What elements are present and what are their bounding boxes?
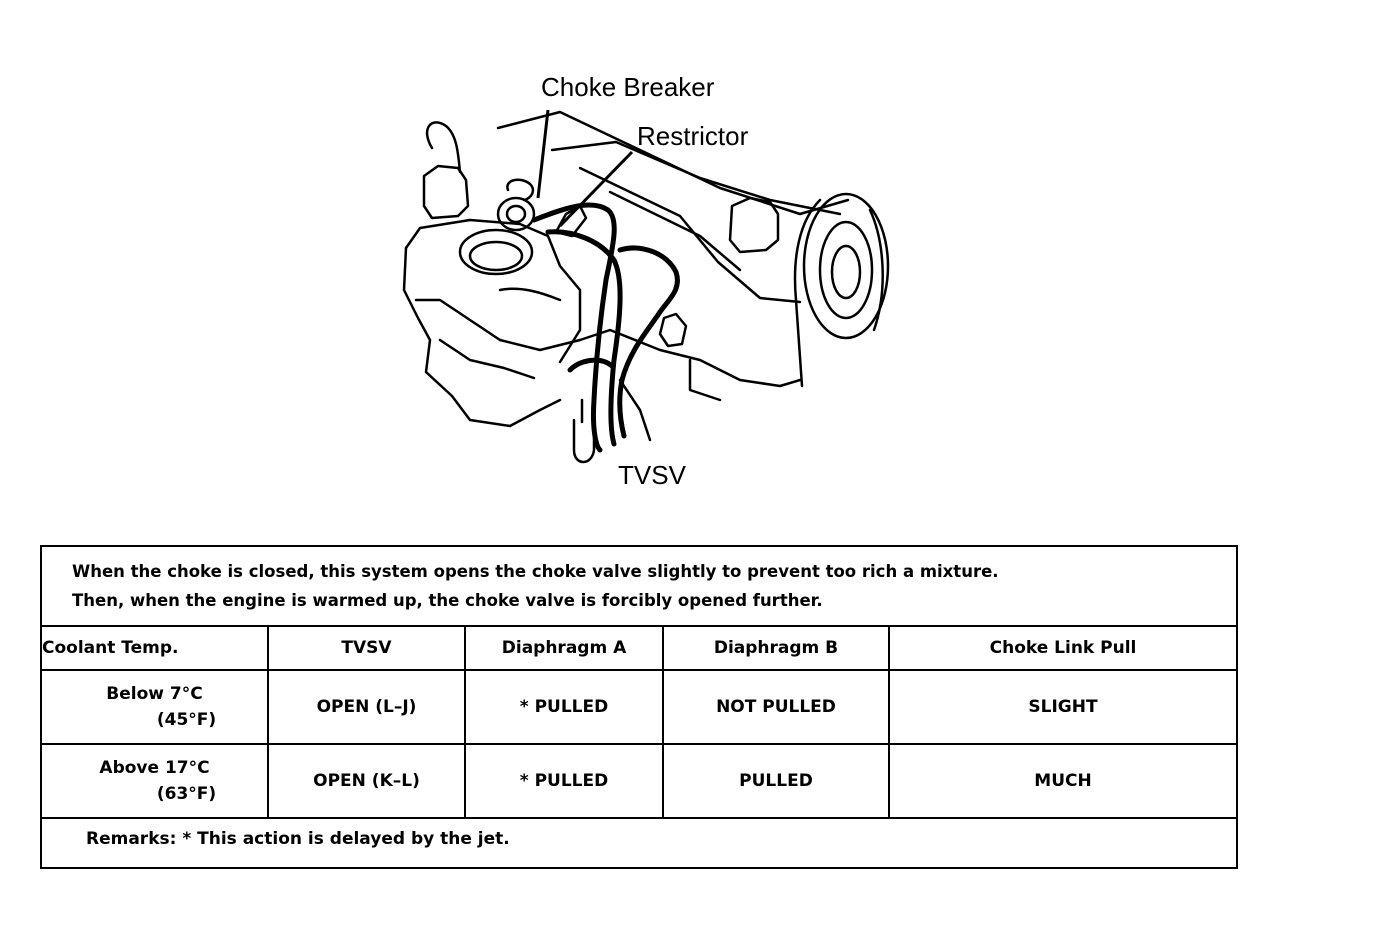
choke-breaker-leader xyxy=(538,110,548,198)
cell-diaphragm-b: PULLED xyxy=(663,744,889,818)
cell-choke-link-pull: SLIGHT xyxy=(889,670,1236,744)
intro-text xyxy=(72,557,999,615)
cell-choke-link-pull: MUCH xyxy=(889,744,1236,818)
header-tvsv: TVSV xyxy=(268,626,465,670)
cell-diaphragm-b: NOT PULLED xyxy=(663,670,889,744)
hose-1 xyxy=(534,205,614,450)
cell-diaphragm-a: * PULLED xyxy=(465,670,663,744)
header-diaphragm-b: Diaphragm B xyxy=(663,626,889,670)
left-cap xyxy=(424,166,468,218)
cell-tvsv: OPEN (L–J) xyxy=(268,670,465,744)
temp-celsius: Below 7°C xyxy=(106,684,203,704)
spec-table xyxy=(42,625,1236,819)
cell-coolant-temp xyxy=(42,744,268,818)
header-diaphragm-a: Diaphragm A xyxy=(465,626,663,670)
table-row xyxy=(42,670,1236,744)
tvsv-valve xyxy=(574,420,594,462)
hose-3 xyxy=(620,248,678,436)
temp-celsius: Above 17°C xyxy=(99,758,210,778)
table-header-row xyxy=(42,626,1236,670)
header-choke-link-pull: Choke Link Pull xyxy=(889,626,1236,670)
choke-breaker-diaphragm xyxy=(498,198,534,230)
cell-tvsv: OPEN (K–L) xyxy=(268,744,465,818)
pulley-outer xyxy=(804,194,888,338)
cell-diaphragm-a: * PULLED xyxy=(465,744,663,818)
cell-coolant-temp xyxy=(42,670,268,744)
choke-breaker-label: Choke Breaker xyxy=(541,72,715,102)
table-row xyxy=(42,744,1236,818)
remarks-note: Remarks: * This action is delayed by the jet. xyxy=(86,829,510,849)
intro-line-1: When the choke is closed, this system opens the choke valve slightly to prevent too rich a mixture. xyxy=(72,562,999,581)
connector xyxy=(660,314,686,346)
header-coolant-temp: Coolant Temp. xyxy=(42,626,268,670)
pulley-inner xyxy=(820,222,872,318)
temp-fahrenheit: (63°F) xyxy=(156,784,217,804)
temp-fahrenheit: (45°F) xyxy=(156,710,217,730)
spec-table-box xyxy=(40,545,1238,869)
right-cap xyxy=(730,198,778,252)
tvsv-label: TVSV xyxy=(618,460,686,490)
lifting-hook xyxy=(427,122,460,172)
intro-line-2: Then, when the engine is warmed up, the choke valve is forcibly opened further. xyxy=(72,591,823,610)
restrictor-label: Restrictor xyxy=(637,121,749,151)
